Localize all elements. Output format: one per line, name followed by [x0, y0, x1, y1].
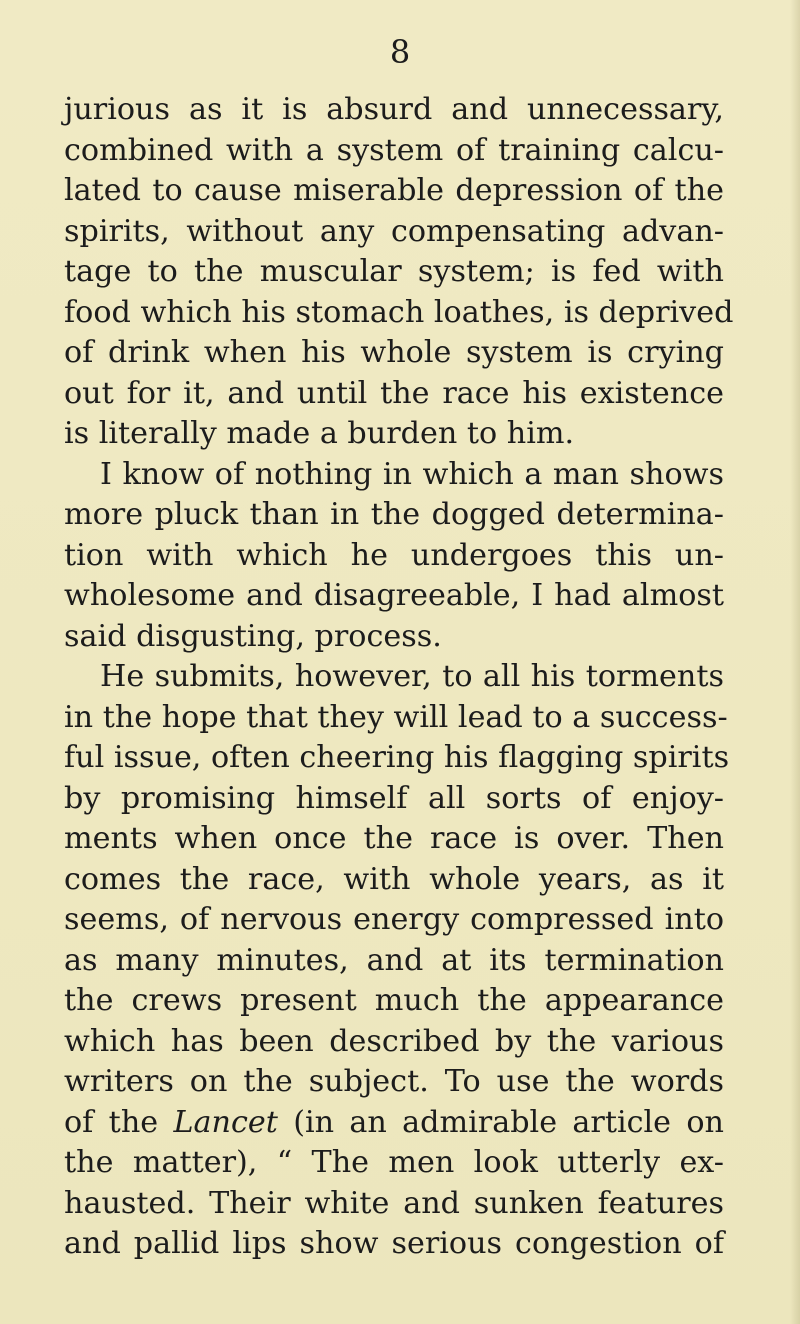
text-line: food which his stomach loathes, is deprived [64, 294, 734, 330]
text-line: ments when once the race is over. Then [64, 821, 724, 856]
text-line: combined with a system of training calcu- [64, 132, 724, 168]
text-line: in the hope that they will lead to a success- [64, 699, 728, 735]
text-line: wholesome and disagreeable, I had almost [64, 578, 724, 613]
text-line: spirits, without any compensating advan- [64, 213, 724, 249]
text-line: jurious as it is absurd and unnecessary, [64, 92, 724, 127]
text-line: tage to the muscular system; is fed with [64, 254, 724, 289]
text-line: the crews present much the appearance [64, 983, 724, 1018]
text-line: by promising himself all sorts of enjoy- [64, 780, 724, 816]
page-edge-shadow [790, 0, 800, 1324]
text-line: writers on the subject. To use the words [64, 1064, 724, 1099]
text-line: the matter), “ The men look utterly ex- [64, 1145, 724, 1180]
text-line: ful issue, often cheering his flagging spirits [64, 740, 730, 775]
text-line: is literally made a burden to him. [64, 416, 575, 451]
page-number: 8 [389, 33, 411, 71]
text-line: lated to cause miserable depression of the [64, 173, 724, 208]
text-line: hausted. Their white and sunken features [64, 1185, 724, 1221]
paragraph-start-line: I know of nothing in which a man shows [100, 456, 724, 492]
text-line: which has been described by the various [64, 1023, 724, 1059]
journal-title: Lancet [173, 1104, 278, 1140]
text-line: seems, of nervous energy compressed into [64, 902, 724, 937]
text-line: of drink when his whole system is crying [64, 335, 724, 370]
text-line: comes the race, with whole years, as it [64, 861, 724, 897]
text-line: more pluck than in the dogged determina- [64, 497, 724, 532]
text-line: and pallid lips show serious congestion of [64, 1226, 724, 1261]
text-line: as many minutes, and at its termination [64, 942, 724, 978]
text-line: tion with which he undergoes this un- [64, 537, 724, 573]
text-line-with-citation [64, 1103, 724, 1144]
line-segment: (in an admirable article on [293, 1104, 724, 1140]
text-line: said disgusting, process. [64, 618, 442, 654]
text-line: out for it, and until the race his existence [64, 375, 724, 411]
paragraph-start-line: He submits, however, to all his torments [100, 659, 724, 694]
body-text [64, 90, 734, 1265]
line-segment: of the [64, 1104, 159, 1140]
